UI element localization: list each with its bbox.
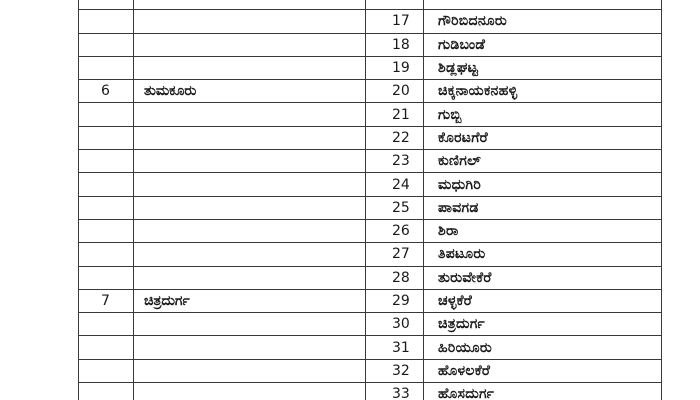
serial-number-cell (79, 126, 134, 149)
taluk-name-cell: ಕೊರಟಗೆರೆ (424, 126, 662, 149)
taluk-number-cell: 24 (366, 173, 424, 196)
taluk-name-cell: ತುರುವೇಕೆರೆ (424, 266, 662, 289)
taluk-number-cell: 31 (366, 336, 424, 359)
serial-number-cell (79, 336, 134, 359)
district-name-cell (134, 103, 366, 126)
table-row (79, 33, 662, 56)
serial-number-cell (79, 383, 134, 400)
serial-number-cell (79, 313, 134, 336)
taluk-name-cell: ತಿಪಟೂರು (424, 243, 662, 266)
taluk-number-cell: 23 (366, 150, 424, 173)
district-name-cell (134, 173, 366, 196)
district-name-cell (134, 219, 366, 242)
table-row (79, 10, 662, 33)
district-name-cell (134, 266, 366, 289)
taluk-name-cell: ಮಧುಗಿರಿ (424, 173, 662, 196)
taluk-number-cell (366, 0, 424, 10)
serial-number-cell: 6 (79, 80, 134, 103)
table-row (79, 126, 662, 149)
taluk-name-cell: ಪಾವಗಡ (424, 196, 662, 219)
serial-number-cell (79, 10, 134, 33)
taluk-name-cell: ಚಿಕ್ಕನಾಯಕನಹಳ್ಳಿ (424, 80, 662, 103)
district-name-cell (134, 56, 366, 79)
taluk-number-cell: 27 (366, 243, 424, 266)
serial-number-cell (79, 56, 134, 79)
district-name-cell (134, 313, 366, 336)
table-row (79, 289, 662, 312)
taluk-name-cell: ಚಿತ್ರದುರ್ಗ (424, 313, 662, 336)
serial-number-cell (79, 150, 134, 173)
table-row (79, 196, 662, 219)
table-row (79, 383, 662, 400)
taluk-name-cell: ಕುಣಿಗಲ್ (424, 150, 662, 173)
table-row (79, 336, 662, 359)
serial-number-cell (79, 196, 134, 219)
serial-number-cell (79, 359, 134, 382)
table-row (79, 266, 662, 289)
serial-number-cell (79, 219, 134, 242)
district-name-cell (134, 336, 366, 359)
table-row (79, 219, 662, 242)
table-row (79, 243, 662, 266)
table-row (79, 103, 662, 126)
serial-number-cell (79, 266, 134, 289)
district-name-cell (134, 0, 366, 10)
taluk-name-cell: ಹಿರಿಯೂರು (424, 336, 662, 359)
taluk-number-cell: 32 (366, 359, 424, 382)
serial-number-cell (79, 33, 134, 56)
table-row (79, 0, 662, 10)
taluk-name-cell: ಹೊಳಲಕೆರೆ (424, 359, 662, 382)
taluk-name-cell: ಶಿಡ್ಲಘಟ್ಟ (424, 56, 662, 79)
taluk-number-cell: 22 (366, 126, 424, 149)
serial-number-cell (79, 173, 134, 196)
taluk-number-cell: 30 (366, 313, 424, 336)
taluk-name-cell: ಹೊಸದುರ್ಗ (424, 383, 662, 400)
taluk-name-cell: ಶಿರಾ (424, 219, 662, 242)
taluk-number-cell: 18 (366, 33, 424, 56)
district-name-cell (134, 243, 366, 266)
district-name-cell (134, 33, 366, 56)
taluk-name-cell: ಗೌರಿಬಿದನೂರು (424, 10, 662, 33)
taluk-name-cell: ಚಳ್ಳಕೆರೆ (424, 289, 662, 312)
district-name-cell (134, 196, 366, 219)
serial-number-cell: 7 (79, 289, 134, 312)
taluk-number-cell: 21 (366, 103, 424, 126)
taluk-number-cell: 29 (366, 289, 424, 312)
table-row (79, 173, 662, 196)
district-name-cell: ಚಿತ್ರದುರ್ಗ (134, 289, 366, 312)
taluk-name-cell: ಗುಬ್ಬಿ (424, 103, 662, 126)
table-row (79, 80, 662, 103)
table-row (79, 56, 662, 79)
district-name-cell (134, 126, 366, 149)
taluk-number-cell: 28 (366, 266, 424, 289)
district-name-cell (134, 10, 366, 33)
district-name-cell (134, 359, 366, 382)
district-name-cell (134, 150, 366, 173)
district-name-cell: ತುಮಕೂರು (134, 80, 366, 103)
serial-number-cell (79, 243, 134, 266)
taluk-number-cell: 26 (366, 219, 424, 242)
district-taluk-table (78, 0, 662, 400)
taluk-number-cell: 17 (366, 10, 424, 33)
table-row (79, 313, 662, 336)
table-row (79, 359, 662, 382)
taluk-number-cell: 19 (366, 56, 424, 79)
taluk-name-cell: ಗುಡಿಬಂಡೆ (424, 33, 662, 56)
district-name-cell (134, 383, 366, 400)
taluk-name-cell (424, 0, 662, 10)
serial-number-cell (79, 0, 134, 10)
taluk-number-cell: 20 (366, 80, 424, 103)
table-row (79, 150, 662, 173)
taluk-number-cell: 25 (366, 196, 424, 219)
taluk-number-cell: 33 (366, 383, 424, 400)
serial-number-cell (79, 103, 134, 126)
